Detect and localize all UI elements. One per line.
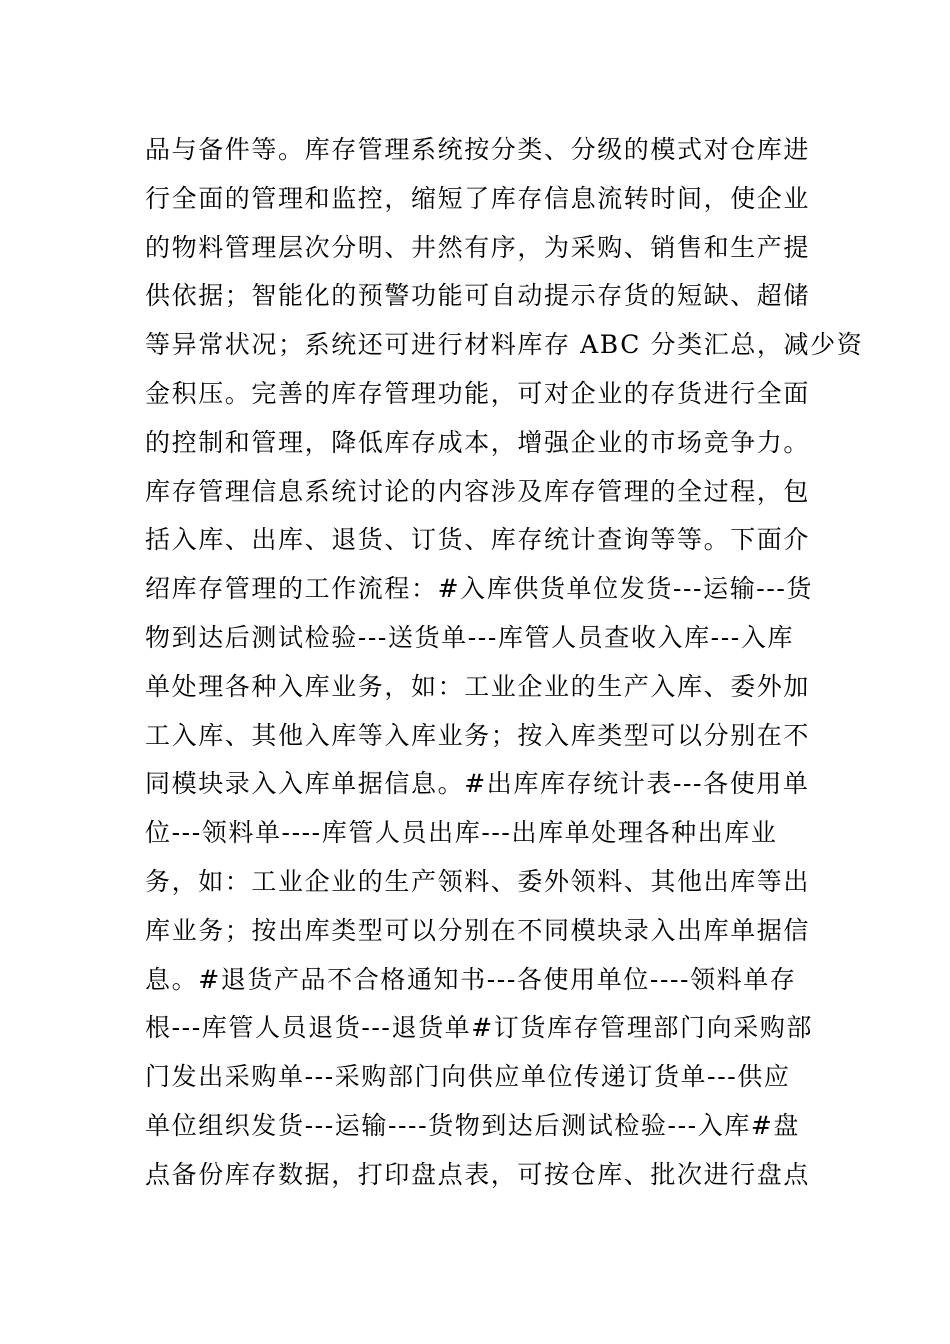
text-line: 息。#退货产品不合格通知书---各使用单位----领料单存 [145,964,797,994]
text-line: 务，如：工业企业的生产领料、委外领料、其他出库等出 [145,866,811,896]
text-line: 库存管理信息系统讨论的内容涉及库存管理的全过程，包 [145,476,811,506]
text-line: 根---库管人员退货---退货单#订货库存管理部门向采购部 [145,1013,814,1043]
text-line: 门发出采购单---采购部门向供应单位传递订货单---供应 [145,1062,791,1092]
text-line: 单处理各种入库业务，如：工业企业的生产入库、委外加 [145,671,811,701]
document-body [145,126,864,1200]
text-line: 等异常状况；系统还可进行材料库存 ABC 分类汇总，减少资 [145,330,864,360]
text-line: 供依据；智能化的预警功能可自动提示存货的短缺、超储 [145,281,811,311]
text-line: 库业务；按出库类型可以分别在不同模块录入出库单据信 [145,915,811,945]
text-line: 绍库存管理的工作流程：#入库供货单位发货---运输---货 [145,574,814,604]
text-line: 位---领料单----库管人员出库---出库单处理各种出库业 [145,818,778,848]
text-line: 行全面的管理和监控，缩短了库存信息流转时间，使企业 [145,183,811,213]
text-line: 括入库、出库、退货、订货、库存统计查询等等。下面介 [145,525,811,555]
text-line: 同模块录入入库单据信息。#出库库存统计表---各使用单 [145,769,810,799]
text-line: 工入库、其他入库等入库业务；按入库类型可以分别在不 [145,720,811,750]
text-line: 单位组织发货---运输----货物到达后测试检验---入库#盘 [145,1110,801,1140]
text-line: 金积压。完善的库存管理功能，可对企业的存货进行全面 [145,378,811,408]
text-line: 品与备件等。库存管理系统按分类、分级的模式对仓库进 [145,135,811,164]
text-line: 的控制和管理，降低库存成本，增强企业的市场竞争力。 [145,427,811,457]
text-line: 的物料管理层次分明、井然有序，为采购、销售和生产提 [145,232,811,262]
text-line: 物到达后测试检验---送货单---库管人员查收入库---入库 [145,622,795,652]
text-line: 点备份库存数据，打印盘点表，可按仓库、批次进行盘点 [145,1159,811,1189]
